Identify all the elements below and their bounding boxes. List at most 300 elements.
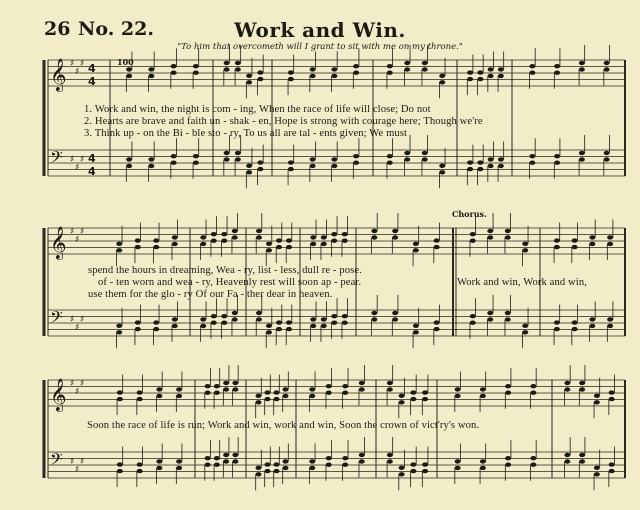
note-head (331, 321, 337, 325)
note-head (604, 151, 610, 155)
note-head (589, 317, 595, 321)
note-head (256, 235, 262, 239)
note-head (232, 235, 238, 239)
note-head (274, 390, 280, 394)
note-head (404, 151, 410, 155)
note-head (232, 459, 238, 463)
note-head (554, 154, 560, 158)
note-head (288, 160, 294, 164)
note-head (137, 462, 143, 466)
note-head (326, 456, 332, 460)
chorus-lyric-1: Work and win, Work and win, (457, 277, 587, 288)
note-head (371, 317, 377, 321)
note-head (310, 164, 316, 168)
note-head (498, 67, 504, 71)
note-head (274, 462, 280, 466)
note-head (257, 167, 263, 171)
sharp-icon: ♯ (70, 155, 75, 165)
note-head (176, 466, 182, 470)
note-head (434, 327, 440, 331)
note-head (564, 387, 570, 391)
note-head (223, 459, 229, 463)
note-head (439, 74, 445, 78)
note-head (223, 381, 229, 385)
note-head (310, 74, 316, 78)
sharp-icon: ♯ (80, 227, 85, 237)
note-head (470, 232, 476, 236)
note-head (148, 74, 154, 78)
hymn-title: Work and Win. (234, 18, 406, 42)
note-head (434, 320, 440, 324)
note-head (572, 245, 578, 249)
note-head (589, 242, 595, 246)
sharp-icon: ♯ (75, 163, 80, 173)
note-head (200, 235, 206, 239)
note-head (214, 384, 220, 388)
note-head (572, 320, 578, 324)
note-head (505, 311, 511, 315)
note-head (256, 311, 262, 315)
note-head (135, 320, 141, 324)
note-head (153, 238, 159, 242)
note-head (171, 64, 177, 68)
note-head (554, 320, 560, 324)
note-head (594, 394, 600, 398)
note-head (359, 387, 365, 391)
note-head (554, 245, 560, 249)
note-head (276, 327, 282, 331)
note-head (283, 394, 289, 398)
note-head (283, 459, 289, 463)
note-head (589, 324, 595, 328)
note-head (266, 248, 272, 252)
note-head (579, 67, 585, 71)
chorus-lyric-2: Soon the race of life is run; Work and win, work and win, Soon the crown of vict'ry's won. (87, 420, 480, 431)
note-head (359, 381, 365, 385)
note-head (256, 472, 262, 476)
note-head (310, 157, 316, 161)
note-head (564, 453, 570, 457)
verse-3-line-1: 3. Think up - on the Bi - ble sto - ry, To us all are tal - ents given; We must (84, 128, 408, 139)
note-head (246, 170, 252, 174)
sharp-icon: ♯ (80, 457, 85, 467)
note-head (148, 164, 154, 168)
note-head (211, 232, 217, 236)
note-head (467, 77, 473, 81)
note-head (422, 157, 428, 161)
note-head (288, 70, 294, 74)
note-head (171, 161, 177, 165)
note-head (422, 390, 428, 394)
verse-2-line-2: of - ten worn and wea - ry, Heavenly rest will soon ap - pear. (98, 277, 362, 288)
note-head (326, 384, 332, 388)
sharp-icon: ♯ (70, 227, 75, 237)
note-head (246, 74, 252, 78)
note-head (286, 245, 292, 249)
note-head (246, 164, 252, 168)
note-head (176, 387, 182, 391)
chorus-label: Chorus. (452, 209, 487, 219)
verse-1-line-1: 1. Work and win, the night is com - ing, When the race of life will close; Do not (84, 104, 431, 115)
note-head (232, 229, 238, 233)
note-head (176, 459, 182, 463)
note-head (579, 157, 585, 161)
note-head (342, 321, 348, 325)
note-head (572, 327, 578, 331)
note-head (235, 157, 241, 161)
note-head (488, 74, 494, 78)
note-head (221, 239, 227, 243)
note-head (594, 400, 600, 404)
sharp-icon: ♯ (70, 315, 75, 325)
note-head (171, 154, 177, 158)
note-head (530, 463, 536, 467)
note-head (126, 164, 132, 168)
note-head (116, 330, 122, 334)
note-head (205, 391, 211, 395)
bass-clef-icon: 𝄢 (50, 307, 63, 331)
note-head (422, 462, 428, 466)
note-head (455, 394, 461, 398)
treble-clef-icon: 𝄞 (50, 378, 67, 411)
note-head (505, 317, 511, 321)
note-head (200, 317, 206, 321)
note-head (288, 77, 294, 81)
note-head (117, 397, 123, 401)
note-head (467, 70, 473, 74)
note-head (434, 245, 440, 249)
note-head (214, 391, 220, 395)
note-head (564, 459, 570, 463)
note-head (321, 235, 327, 239)
note-head (579, 61, 585, 65)
note-head (283, 466, 289, 470)
note-head (310, 242, 316, 246)
note-head (455, 387, 461, 391)
sharp-icon: ♯ (80, 315, 85, 325)
note-head (232, 387, 238, 391)
note-head (171, 71, 177, 75)
note-head (266, 324, 272, 328)
note-head (477, 70, 483, 74)
note-head (310, 324, 316, 328)
note-head (221, 314, 227, 318)
note-head (211, 239, 217, 243)
time-signature: 4 (88, 62, 96, 75)
note-head (274, 397, 280, 401)
note-head (205, 463, 211, 467)
note-head (439, 80, 445, 84)
note-head (404, 67, 410, 71)
note-head (439, 170, 445, 174)
note-head (522, 324, 528, 328)
note-head (554, 71, 560, 75)
note-head (413, 330, 419, 334)
sharp-icon: ♯ (75, 465, 80, 475)
note-head (353, 154, 359, 158)
note-head (232, 317, 238, 321)
note-head (609, 397, 615, 401)
tempo-mark: 100 (117, 57, 134, 67)
note-head (309, 387, 315, 391)
note-head (387, 161, 393, 165)
note-head (172, 317, 178, 321)
note-head (410, 390, 416, 394)
note-head (410, 462, 416, 466)
note-head (505, 229, 511, 233)
note-head (331, 157, 337, 161)
note-head (211, 314, 217, 318)
note-head (221, 321, 227, 325)
sharp-icon: ♯ (70, 379, 75, 389)
note-head (387, 459, 393, 463)
note-head (530, 456, 536, 460)
note-head (522, 242, 528, 246)
note-head (246, 80, 252, 84)
note-head (286, 238, 292, 242)
note-head (609, 390, 615, 394)
sharp-icon: ♯ (75, 323, 80, 333)
sharp-icon: ♯ (80, 59, 85, 69)
note-head (470, 239, 476, 243)
note-head (265, 397, 271, 401)
note-head (530, 391, 536, 395)
note-head (399, 394, 405, 398)
note-head (487, 235, 493, 239)
note-head (594, 472, 600, 476)
note-head (148, 67, 154, 71)
note-head (579, 151, 585, 155)
note-head (594, 466, 600, 470)
note-head (135, 238, 141, 242)
note-head (286, 320, 292, 324)
note-head (137, 390, 143, 394)
note-head (589, 235, 595, 239)
note-head (554, 161, 560, 165)
sharp-icon: ♯ (70, 457, 75, 467)
note-head (609, 462, 615, 466)
note-head (607, 242, 613, 246)
treble-clef-icon: 𝄞 (50, 226, 67, 259)
note-head (135, 245, 141, 249)
note-head (404, 61, 410, 65)
note-head (276, 320, 282, 324)
note-head (200, 242, 206, 246)
note-head (505, 384, 511, 388)
note-head (331, 164, 337, 168)
note-head (477, 160, 483, 164)
note-head (235, 67, 241, 71)
note-head (498, 164, 504, 168)
note-head (117, 469, 123, 473)
note-head (422, 469, 428, 473)
note-head (353, 71, 359, 75)
time-signature: 4 (88, 152, 96, 165)
note-head (116, 242, 122, 246)
note-head (331, 314, 337, 318)
note-head (470, 321, 476, 325)
note-head (326, 391, 332, 395)
note-head (256, 317, 262, 321)
note-head (399, 466, 405, 470)
bass-clef-icon: 𝄢 (50, 449, 63, 473)
note-head (371, 311, 377, 315)
note-head (117, 390, 123, 394)
note-head (392, 229, 398, 233)
note-head (488, 67, 494, 71)
note-head (413, 248, 419, 252)
note-head (529, 64, 535, 68)
note-head (604, 157, 610, 161)
note-head (387, 381, 393, 385)
note-head (530, 384, 536, 388)
note-head (126, 157, 132, 161)
note-head (498, 157, 504, 161)
note-head (274, 469, 280, 473)
note-head (224, 151, 230, 155)
note-head (413, 242, 419, 246)
note-head (487, 311, 493, 315)
note-head (467, 160, 473, 164)
note-head (353, 64, 359, 68)
note-head (392, 235, 398, 239)
note-head (399, 400, 405, 404)
note-head (265, 469, 271, 473)
note-head (387, 387, 393, 391)
note-head (480, 459, 486, 463)
note-head (387, 453, 393, 457)
note-head (455, 466, 461, 470)
note-head (266, 330, 272, 334)
note-head (153, 327, 159, 331)
note-head (554, 327, 560, 331)
note-head (224, 67, 230, 71)
note-head (353, 161, 359, 165)
note-head (392, 317, 398, 321)
note-head (342, 456, 348, 460)
note-head (214, 456, 220, 460)
note-head (422, 61, 428, 65)
note-head (522, 330, 528, 334)
note-head (422, 67, 428, 71)
note-head (488, 164, 494, 168)
note-head (256, 400, 262, 404)
sharp-icon: ♯ (75, 235, 80, 245)
bass-clef-icon: 𝄢 (50, 147, 63, 171)
sharp-icon: ♯ (75, 387, 80, 397)
note-head (359, 459, 365, 463)
note-head (153, 245, 159, 249)
note-head (310, 317, 316, 321)
note-head (342, 239, 348, 243)
time-signature: 4 (88, 165, 96, 178)
note-head (480, 466, 486, 470)
sharp-icon: ♯ (80, 155, 85, 165)
note-head (387, 64, 393, 68)
note-head (309, 466, 315, 470)
note-head (387, 71, 393, 75)
note-head (607, 317, 613, 321)
note-head (467, 167, 473, 171)
note-head (137, 397, 143, 401)
note-head (554, 238, 560, 242)
note-head (276, 245, 282, 249)
note-head (257, 160, 263, 164)
note-head (309, 394, 315, 398)
note-head (232, 381, 238, 385)
verse-2-line-1: 2. Hearts are brave and faith un - shak - en, Hope is strong with courage here; Though we're (84, 116, 483, 127)
note-head (193, 161, 199, 165)
note-head (480, 394, 486, 398)
note-head (505, 463, 511, 467)
note-head (342, 463, 348, 467)
note-head (310, 67, 316, 71)
note-head (422, 151, 428, 155)
note-head (193, 71, 199, 75)
note-head (434, 238, 440, 242)
note-head (153, 320, 159, 324)
note-head (371, 235, 377, 239)
note-head (235, 61, 241, 65)
note-head (342, 384, 348, 388)
note-head (342, 314, 348, 318)
note-head (116, 248, 122, 252)
note-head (116, 324, 122, 328)
note-head (156, 387, 162, 391)
note-head (256, 229, 262, 233)
note-head (126, 67, 132, 71)
note-head (288, 167, 294, 171)
note-head (283, 387, 289, 391)
note-head (257, 77, 263, 81)
note-head (309, 459, 315, 463)
note-head (137, 469, 143, 473)
sharp-icon: ♯ (80, 379, 85, 389)
verse-1-line-2: spend the hours in dreaming, Wea - ry, list - less, dull re - pose. (88, 265, 362, 276)
note-head (232, 453, 238, 457)
note-head (135, 327, 141, 331)
note-head (326, 463, 332, 467)
time-signature: 4 (88, 75, 96, 88)
note-head (331, 239, 337, 243)
note-head (257, 70, 263, 74)
note-head (422, 397, 428, 401)
note-head (371, 229, 377, 233)
note-head (331, 67, 337, 71)
sharp-icon: ♯ (75, 67, 80, 77)
note-head (342, 391, 348, 395)
note-head (156, 466, 162, 470)
note-head (256, 466, 262, 470)
note-head (392, 311, 398, 315)
note-head (321, 324, 327, 328)
note-head (235, 151, 241, 155)
note-head (413, 324, 419, 328)
note-head (529, 154, 535, 158)
hymn-number: No. 22. (78, 18, 154, 40)
note-head (193, 154, 199, 158)
note-head (359, 453, 365, 457)
note-head (117, 462, 123, 466)
note-head (172, 324, 178, 328)
verse-3-line-2: use them for the glo - ry Of our Fa - ther dear in heaven. (88, 289, 333, 300)
note-head (221, 232, 227, 236)
note-head (609, 469, 615, 473)
note-head (342, 232, 348, 236)
note-head (265, 390, 271, 394)
note-head (126, 74, 132, 78)
note-head (477, 77, 483, 81)
